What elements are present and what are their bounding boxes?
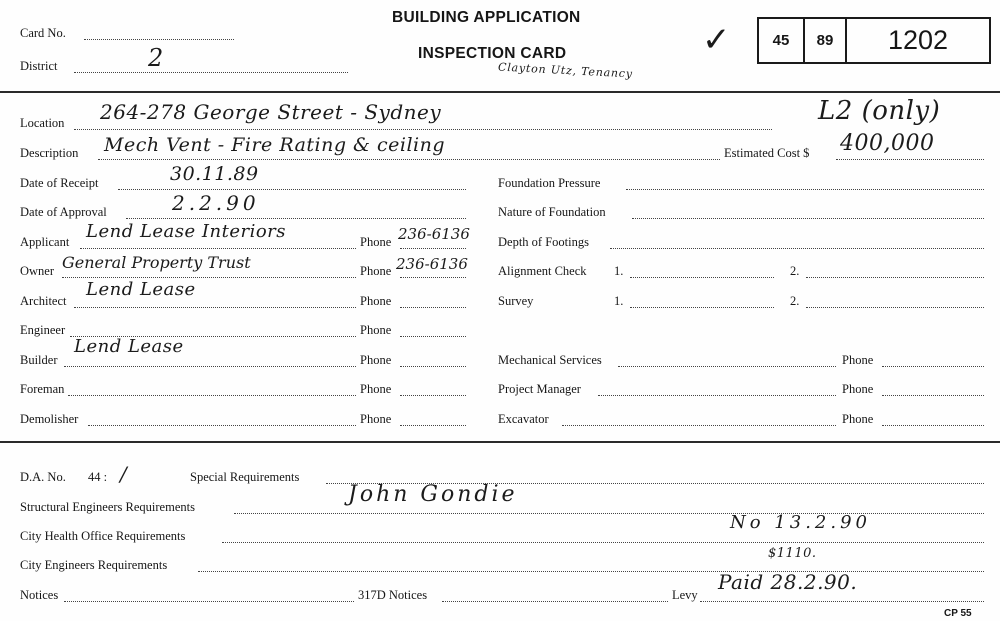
notices-label: Notices xyxy=(20,588,59,602)
reference-box xyxy=(757,17,991,64)
location-value: 264-278 George Street - Sydney xyxy=(100,100,442,124)
excavator-line xyxy=(562,425,836,426)
check-mark: ✓ xyxy=(702,20,731,60)
foreman-phone-label: Phone xyxy=(360,382,392,396)
demolisher-line xyxy=(88,425,356,426)
header-divider xyxy=(0,91,1000,93)
owner-label: Owner xyxy=(20,264,55,278)
health-requirements-label: City Health Office Requirements xyxy=(20,529,186,543)
demolisher-label: Demolisher xyxy=(20,412,79,426)
card-subtitle: INSPECTION CARD xyxy=(418,45,567,62)
mechanical-services-label: Mechanical Services xyxy=(498,353,602,367)
survey-label: Survey xyxy=(498,294,534,308)
builder-phone-label: Phone xyxy=(360,353,392,367)
date-of-receipt-label: Date of Receipt xyxy=(20,176,99,190)
owner-phone-line xyxy=(400,277,466,278)
description-label: Description xyxy=(20,146,79,160)
date-of-receipt-line xyxy=(118,189,466,190)
district-line xyxy=(74,72,348,73)
nature-of-foundation-line xyxy=(632,218,984,219)
location-line xyxy=(74,129,772,130)
engineer-phone-label: Phone xyxy=(360,323,392,337)
applicant-line xyxy=(80,248,356,249)
alignment-check-label: Alignment Check xyxy=(498,264,587,278)
survey-line-2 xyxy=(806,307,984,308)
alignment-check-line-2 xyxy=(806,277,984,278)
date-of-approval-value: 2.2.90 xyxy=(172,191,260,215)
excavator-phone-line xyxy=(882,425,984,426)
levy-value: Paid 28.2.90. xyxy=(718,570,858,594)
applicant-phone-value: 236-6136 xyxy=(398,225,470,243)
applicant-value: Lend Lease Interiors xyxy=(86,221,287,242)
notices-317d-line xyxy=(442,601,668,602)
notices-317d-label: 317D Notices xyxy=(358,588,428,602)
owner-phone-value: 236-6136 xyxy=(396,255,468,273)
builder-label: Builder xyxy=(20,353,58,367)
location-label: Location xyxy=(20,116,65,130)
estimated-cost-label: Estimated Cost $ xyxy=(724,146,810,160)
alignment-check-num-2: 2. xyxy=(790,264,800,278)
handwritten-note: Clayton Utz, Tenancy xyxy=(497,60,634,81)
da-no-label: D.A. No. xyxy=(20,470,66,484)
foundation-pressure-line xyxy=(626,189,984,190)
survey-num-2: 2. xyxy=(790,294,800,308)
owner-phone-label: Phone xyxy=(360,264,392,278)
mechanical-services-phone-label: Phone xyxy=(842,353,874,367)
health-requirements-value: No 13.2.90 xyxy=(730,512,872,533)
builder-phone-line xyxy=(400,366,466,367)
builder-line xyxy=(64,366,356,367)
engineer-phone-line xyxy=(400,336,466,337)
engineer-label: Engineer xyxy=(20,323,66,337)
city-engineers-value: $1110. xyxy=(768,546,817,561)
structural-requirements-value: John Gondie xyxy=(348,482,518,507)
foreman-label: Foreman xyxy=(20,382,65,396)
project-manager-line xyxy=(598,395,836,396)
project-manager-label: Project Manager xyxy=(498,382,581,396)
date-of-approval-label: Date of Approval xyxy=(20,205,107,219)
project-manager-phone-line xyxy=(882,395,984,396)
city-engineers-line xyxy=(198,571,984,572)
levy-line xyxy=(700,601,984,602)
survey-line-1 xyxy=(630,307,774,308)
date-of-receipt-value: 30.11.89 xyxy=(170,163,259,185)
structural-requirements-line xyxy=(234,513,984,514)
estimated-cost-value: 400,000 xyxy=(840,131,935,156)
depth-of-footings-line xyxy=(610,248,984,249)
owner-line xyxy=(62,277,356,278)
nature-of-foundation-label: Nature of Foundation xyxy=(498,205,606,219)
architect-value: Lend Lease xyxy=(86,279,196,300)
notices-line xyxy=(64,601,354,602)
excavator-label: Excavator xyxy=(498,412,549,426)
applicant-phone-line xyxy=(400,248,466,249)
structural-requirements-label: Structural Engineers Requirements xyxy=(20,500,195,514)
reference-box-number: 1202 xyxy=(887,25,949,55)
special-requirements-label: Special Requirements xyxy=(190,470,300,484)
reference-box-a: 45 xyxy=(772,32,790,49)
section-divider xyxy=(0,441,1000,443)
level-note: L2 (only) xyxy=(818,96,941,126)
project-manager-phone-label: Phone xyxy=(842,382,874,396)
owner-value: General Property Trust xyxy=(62,253,251,272)
da-no-mark: / xyxy=(120,462,128,486)
date-of-approval-line xyxy=(126,218,466,219)
da-no-number: 44 : xyxy=(88,470,108,484)
card-title: BUILDING APPLICATION xyxy=(392,9,581,26)
card-no-line xyxy=(84,39,234,40)
foreman-line xyxy=(68,395,356,396)
demolisher-phone-label: Phone xyxy=(360,412,392,426)
alignment-check-line-1 xyxy=(630,277,774,278)
estimated-cost-line xyxy=(836,159,984,160)
health-requirements-line xyxy=(222,542,984,543)
applicant-phone-label: Phone xyxy=(360,235,392,249)
alignment-check-num-1: 1. xyxy=(614,264,624,278)
mechanical-services-line xyxy=(618,366,836,367)
foreman-phone-line xyxy=(400,395,466,396)
architect-label: Architect xyxy=(20,294,67,308)
architect-phone-label: Phone xyxy=(360,294,392,308)
demolisher-phone-line xyxy=(400,425,466,426)
excavator-phone-label: Phone xyxy=(842,412,874,426)
levy-label: Levy xyxy=(672,588,698,602)
mechanical-services-phone-line xyxy=(882,366,984,367)
foundation-pressure-label: Foundation Pressure xyxy=(498,176,601,190)
architect-line xyxy=(74,307,356,308)
district-value: 2 xyxy=(148,44,164,72)
form-code: CP 55 xyxy=(944,608,972,619)
district-label: District xyxy=(20,59,58,73)
depth-of-footings-label: Depth of Footings xyxy=(498,235,589,249)
applicant-label: Applicant xyxy=(20,235,70,249)
survey-num-1: 1. xyxy=(614,294,624,308)
card-no-label: Card No. xyxy=(20,26,66,40)
description-line xyxy=(98,159,720,160)
architect-phone-line xyxy=(400,307,466,308)
reference-box-b: 89 xyxy=(816,32,834,49)
description-value: Mech Vent - Fire Rating & ceiling xyxy=(104,134,446,156)
builder-value: Lend Lease xyxy=(74,336,184,357)
city-engineers-label: City Engineers Requirements xyxy=(20,558,168,572)
